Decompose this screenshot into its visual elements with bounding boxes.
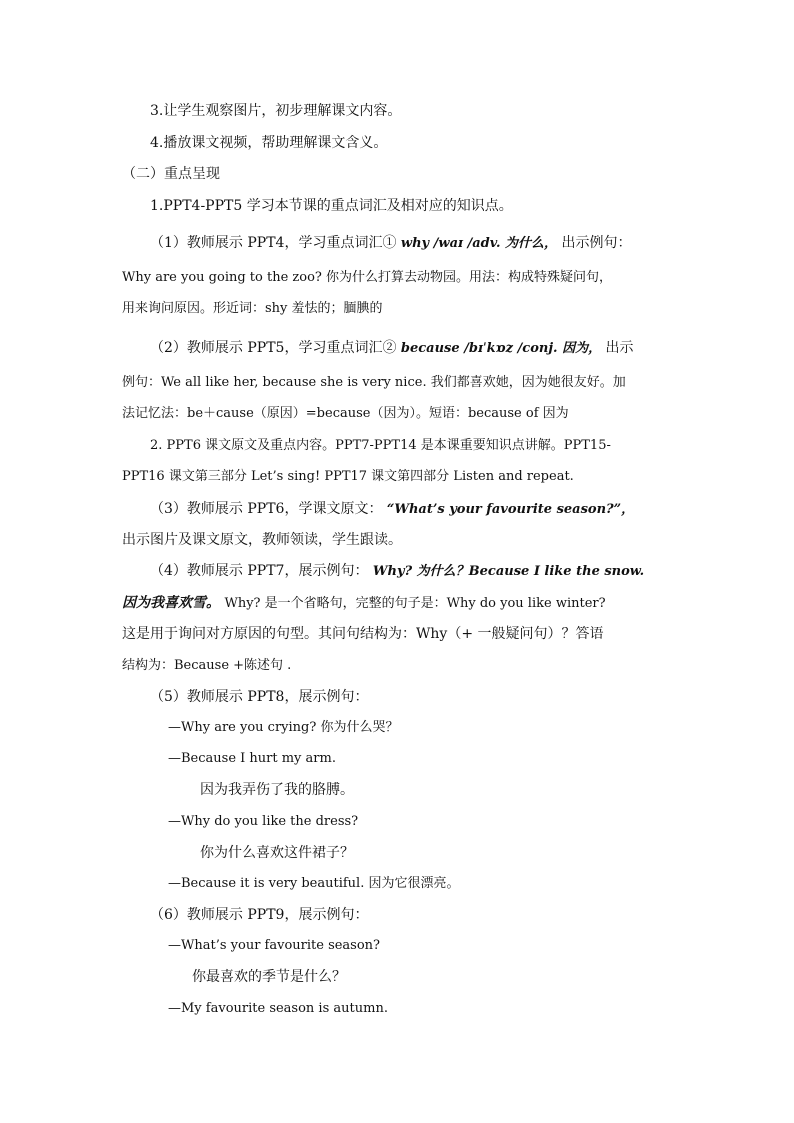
item-2-tail: 出示 — [605, 340, 634, 356]
item-5-heading: （5）教师展示 PPT8，展示例句： — [150, 689, 369, 705]
item-1-line — [150, 233, 631, 254]
dialogue-translation: 你为什么喜欢这件裙子？ — [200, 845, 354, 861]
vocab-why: why /waɪ /adv. 为什么， — [400, 236, 558, 251]
item-1-example: Why are you going to the zoo? 你为什么打算去动物园。用法：构成特殊疑问句， — [122, 270, 613, 285]
dialogue-line: —What’s your favourite season? — [168, 938, 381, 953]
item-4-line-2 — [122, 593, 606, 614]
item-1-lead: （1）教师展示 PPT4，学习重点词汇① — [150, 235, 397, 251]
item-3-lead: （3）教师展示 PPT6，学课文原文： — [150, 501, 383, 517]
item-4-explanation: Why? 是一个省略句，完整的句子是：Why do you like winter? — [224, 596, 606, 611]
item-3-line — [150, 499, 634, 520]
dialogue-line: —My favourite season is autumn. — [168, 1001, 388, 1016]
item-1-note: 用来询问原因。形近词：shy 羞怯的；腼腆的 — [122, 301, 383, 316]
item-4-structure: 这是用于询问对方原因的句型。其问句结构为：Why（+ 一般疑问句）？答语 — [122, 626, 604, 642]
dialogue-line: —Why are you crying? 你为什么哭？ — [168, 720, 399, 735]
step-4-text: 4.播放课文视频，帮助理解课文含义。 — [150, 135, 388, 151]
dialogue-translation: 因为我弄伤了我的胳膊。 — [200, 782, 354, 798]
item-2-lead: （2）教师展示 PPT5，学习重点词汇② — [150, 340, 397, 356]
item-4-answer-structure: 结构为：Because +陈述句 . — [122, 658, 292, 673]
dialogue-line: —Because I hurt my arm. — [168, 751, 336, 766]
item-2-line — [150, 338, 634, 359]
lesson-title-quote: “What’s your favourite season?”， — [386, 502, 635, 517]
item-2-example: 例句：We all like her, because she is very nice. 我们都喜欢她，因为她很友好。加 — [122, 375, 626, 390]
paragraph-1-intro: 1.PPT4-PPT5 学习本节课的重点词汇及相对应的知识点。 — [150, 198, 513, 214]
paragraph-2-line-1: 2. PPT6 课文原文及重点内容。PPT7-PPT14 是本课重要知识点讲解。PPT15- — [150, 438, 611, 453]
paragraph-2-line-2: PPT16 课文第三部分 Let’s sing! PPT17 课文第四部分 Listen and repeat. — [122, 469, 574, 484]
dialogue-translation: 你最喜欢的季节是什么？ — [192, 969, 346, 985]
item-4-lead: （4）教师展示 PPT7，展示例句： — [150, 563, 369, 579]
item-4-line — [150, 561, 644, 582]
item-4-translation: 因为我喜欢雪。 — [122, 595, 220, 611]
item-4-example: Why? 为什么？Because I like the snow. — [372, 564, 645, 579]
dialogue-line: —Why do you like the dress? — [168, 814, 359, 829]
item-1-tail: 出示例句： — [561, 235, 632, 251]
vocab-because: because /bɪˈkɒz /conj. 因为， — [400, 341, 602, 356]
section-heading: （二）重点呈现 — [122, 166, 220, 182]
item-6-heading: （6）教师展示 PPT9，展示例句： — [150, 907, 369, 923]
item-2-note: 法记忆法：be＋cause（原因）=because（因为）。短语：because of 因为 — [122, 406, 569, 421]
step-3-text: 3.让学生观察图片，初步理解课文内容。 — [150, 103, 402, 119]
item-3-note: 出示图片及课文原文，教师领读，学生跟读。 — [122, 532, 402, 548]
dialogue-line: —Because it is very beautiful. 因为它很漂亮。 — [168, 876, 460, 891]
